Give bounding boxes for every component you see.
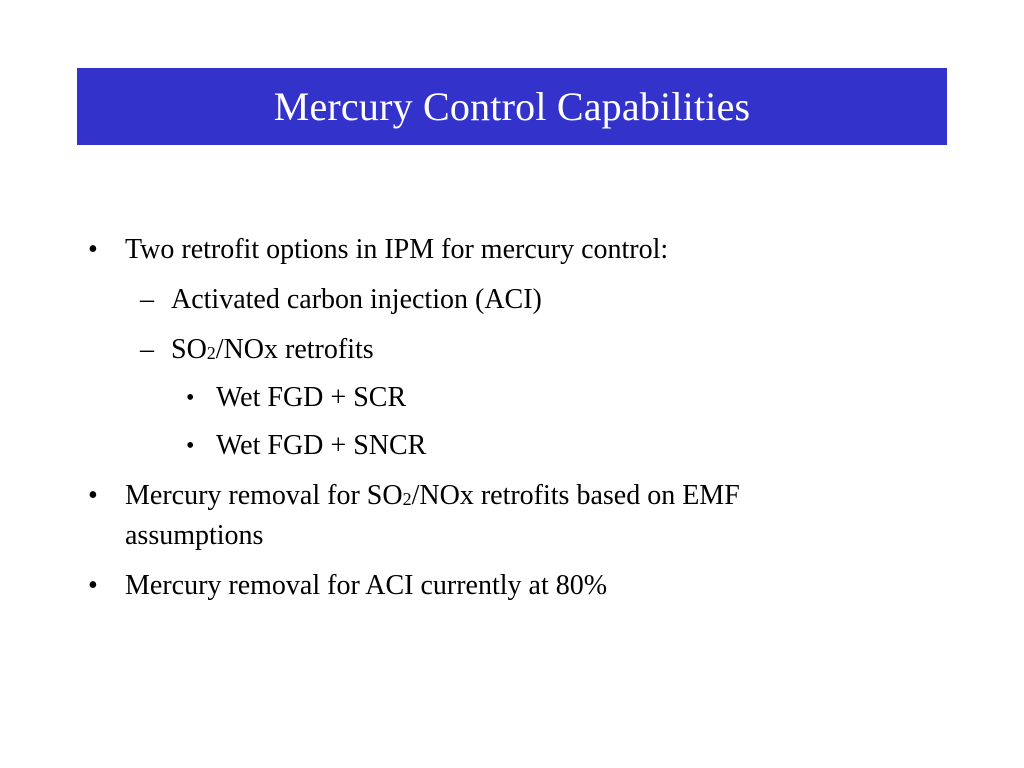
slide-title: Mercury Control Capabilities <box>273 83 751 129</box>
bullet-text: Mercury removal for ACI currently at 80% <box>125 570 608 601</box>
bullet-marker: • <box>88 570 98 601</box>
sub-sub-bullet-text: Wet FGD + SNCR <box>216 430 427 461</box>
sub-bullet-marker: – <box>140 334 154 365</box>
sub-bullet-marker: – <box>140 284 154 315</box>
sub-sub-bullet-text: Wet FGD + SCR <box>216 382 407 413</box>
sub-bullet-text: Activated carbon injection (ACI) <box>171 284 542 315</box>
bullet-marker: • <box>88 234 98 265</box>
bullet-text: Two retrofit options in IPM for mercury control: <box>125 234 669 265</box>
bullet-text: Mercury removal for $SO_2$/NOx retrofits based on EMF <box>125 480 740 511</box>
sub-bullet-text: $SO_2$/NOx retrofits <box>171 334 374 365</box>
bullet-text-continuation: assumptions <box>125 520 264 551</box>
sub-sub-bullet-marker: • <box>186 433 195 459</box>
bullet-marker: • <box>88 480 98 511</box>
sub-sub-bullet-marker: • <box>186 385 195 411</box>
